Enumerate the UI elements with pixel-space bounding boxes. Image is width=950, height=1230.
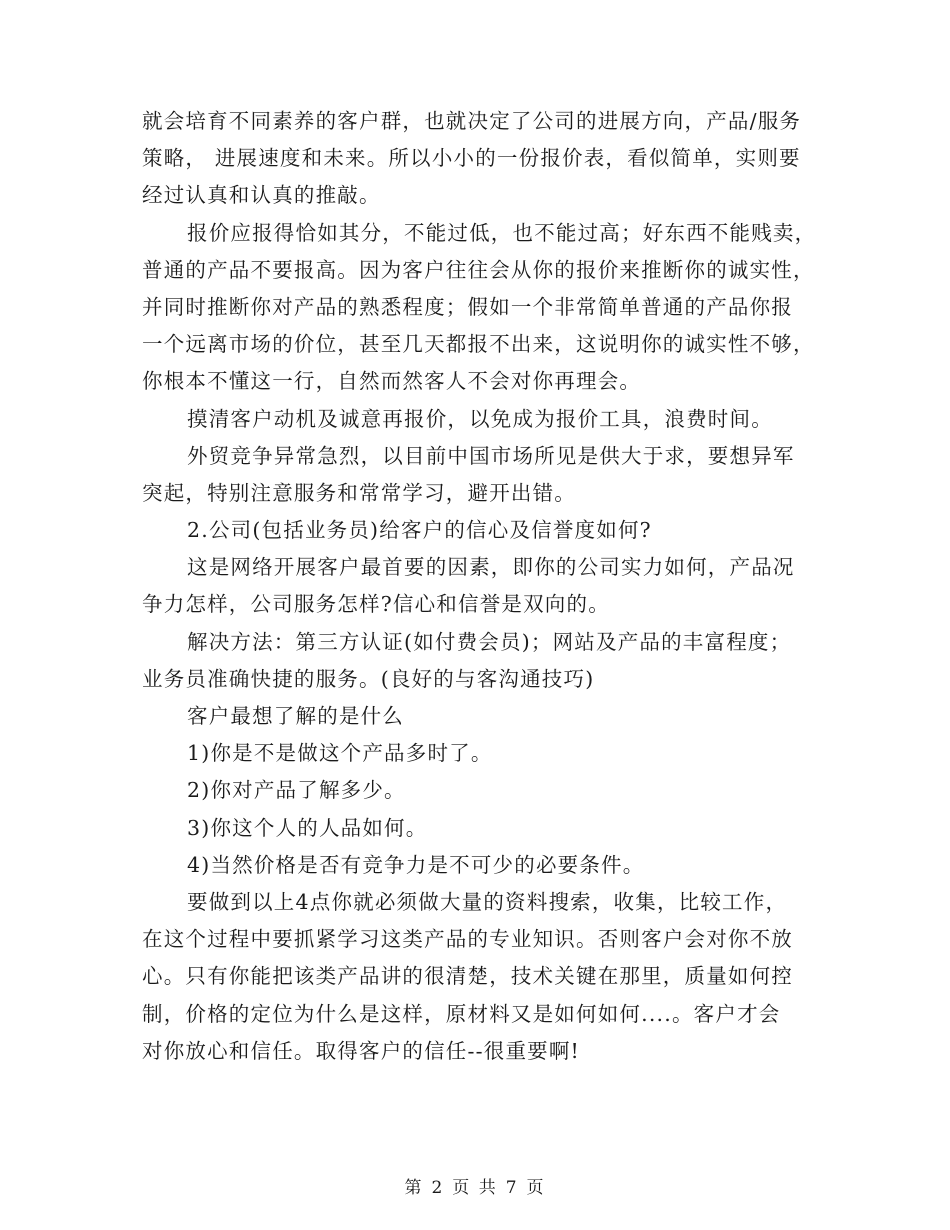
text-line: 制，价格的定位为什么是这样，原材料又是如何如何....。客户才会 [142,1001,781,1026]
footer-suffix: 页 [526,1178,546,1198]
text-line: 并同时推断你对产品的熟悉程度；假如一个非常简单普通的产品你报 [142,294,793,319]
text-line: 就会培育不同素养的客户群，也就决定了公司的进展方向，产品/服务 [142,109,802,133]
text-line: 策略， 进展速度和未来。所以小小的一份报价表，看似简单，实则要 [142,146,801,171]
text-line: 4)当然价格是否有竞争力是不可少的必要条件。 [187,852,645,877]
text-line: 这是网络开展客户最首要的因素，即你的公司实力如何，产品况 [187,555,795,580]
footer-total-pages: 7 [505,1178,519,1198]
text-line: 报价应报得恰如其分，不能过低，也不能过高；好东西不能贱卖， [187,220,817,245]
text-line: 对你放心和信任。取得客户的信任--很重要啊! [142,1038,580,1063]
text-line: 解决方法：第三方认证(如付费会员)；网站及产品的丰富程度； [187,629,792,654]
text-line: 经过认真和认真的推敲。 [142,183,381,208]
text-line: 2)你对产品了解多少。 [187,778,406,803]
text-line: 1)你是不是做这个产品多时了。 [187,741,493,766]
text-line: 摸清客户动机及诚意再报价，以免成为报价工具，浪费时间。 [187,406,773,431]
text-line: 外贸竞争异常急烈，以目前中国市场所见是供大于求，要想异军 [187,443,795,468]
page-footer [0,1176,950,1200]
text-line: 普通的产品不要报高。因为客户往往会从你的报价来推断你的诚实性， [142,257,815,282]
document-body [142,103,817,1070]
text-line: 要做到以上4点你就必须做大量的资料搜索，收集，比较工作， [187,889,788,914]
text-line: 3)你这个人的人品如何。 [187,815,428,840]
text-line: 2.公司(包括业务员)给客户的信心及信誉度如何? [187,518,652,543]
text-line: 你根本不懂这一行，自然而然客人不会对你再理会。 [142,369,642,394]
text-line: 业务员准确快捷的服务。(良好的与客沟通技巧) [142,666,595,691]
text-line: 在这个过程中要抓紧学习这类产品的专业知识。否则客户会对你不放 [142,927,793,952]
footer-prefix: 第 [404,1178,424,1198]
text-line: 一个远离市场的价位，甚至几天都报不出来，这说明你的诚实性不够， [142,332,815,357]
footer-page-number: 2 [431,1178,445,1198]
text-line: 争力怎样，公司服务怎样?信心和信誉是双向的。 [142,592,610,617]
text-line: 心。只有你能把该类产品讲的很清楚，技术关键在那里，质量如何控 [142,964,793,989]
footer-middle: 页 共 [452,1178,498,1198]
text-line: 客户最想了解的是什么 [187,704,404,728]
text-line: 突起，特别注意服务和常常学习，避开出错。 [142,480,576,505]
